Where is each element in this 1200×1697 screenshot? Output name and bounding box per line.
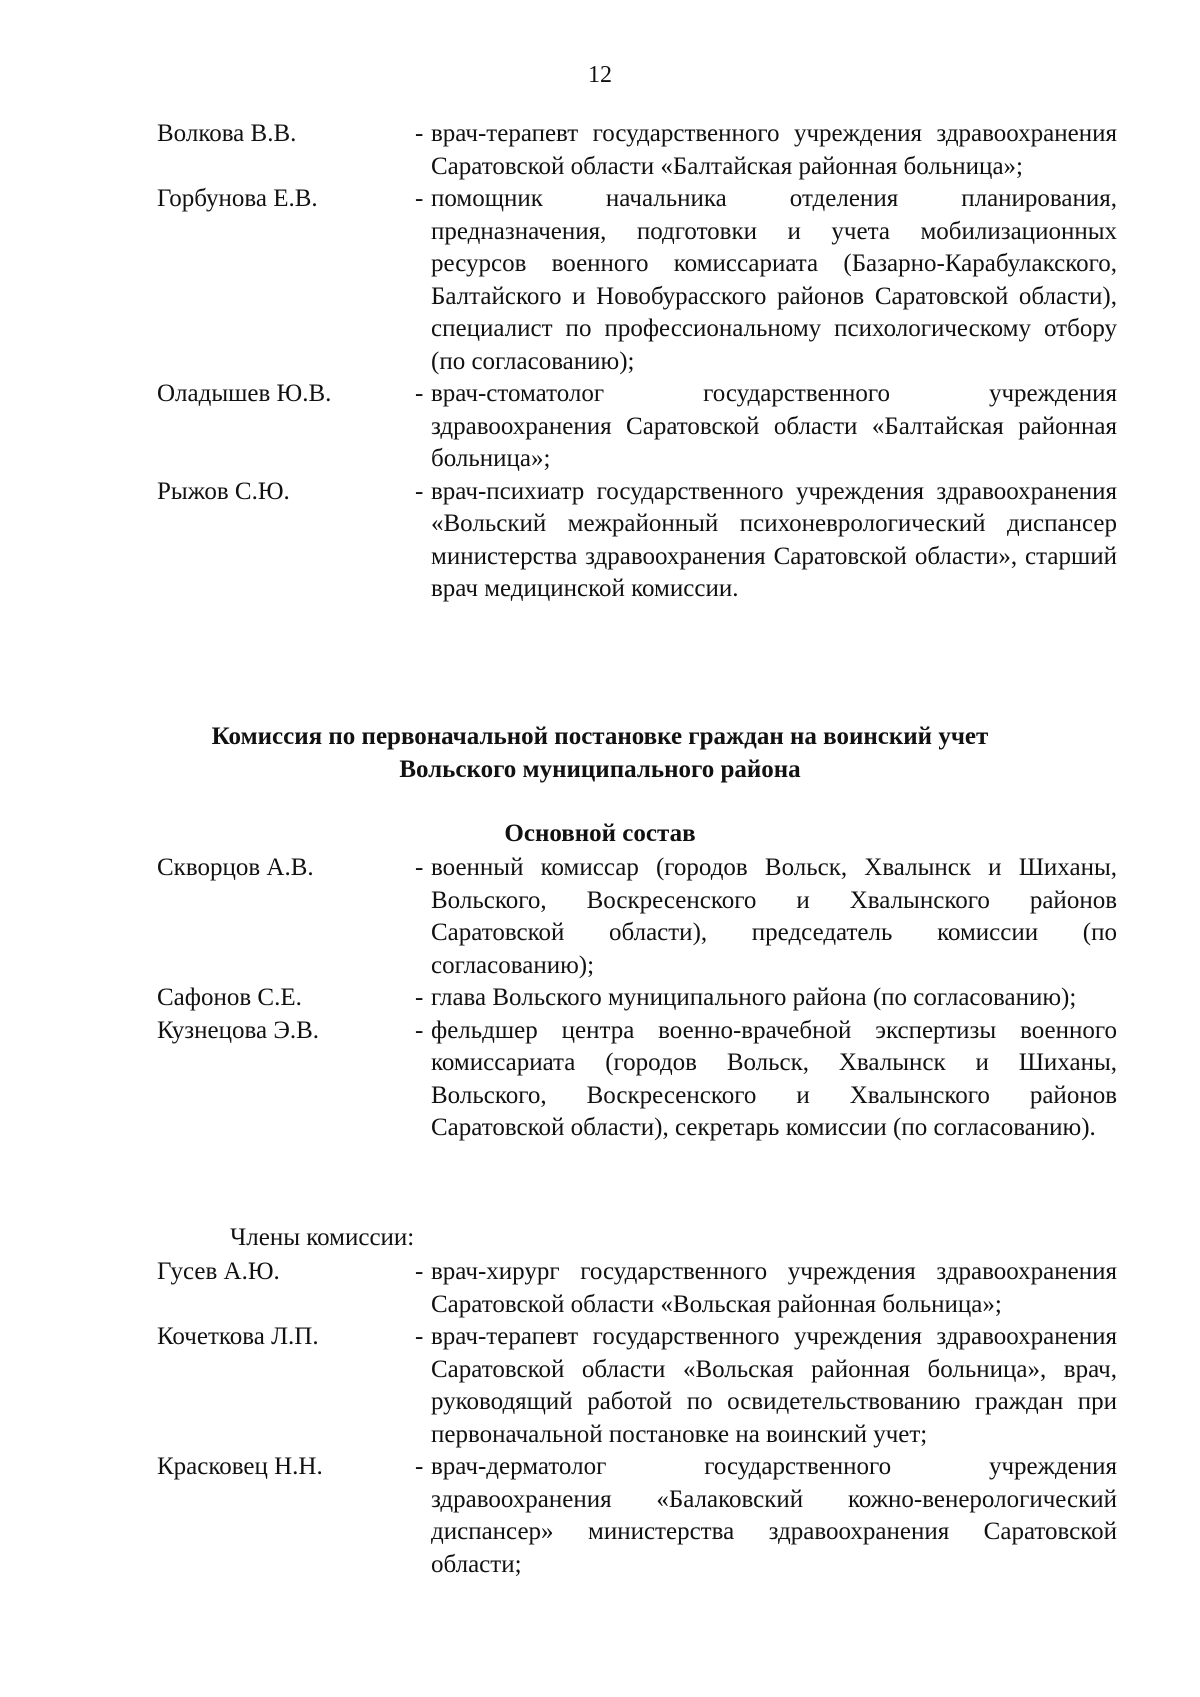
member-entry: [157, 1256, 1117, 1321]
member-entry: [157, 378, 1117, 476]
member-dash: -: [415, 1453, 424, 1480]
member-role: помощник начальника отделения планирования, предназначения, подготовки и учета мобилизационных ресурсов военного комиссариата (Базарно-Карабулакского, Балтайского и Новобурасского районов Саратовской области), специалист по профессиональному психологическому отбору (по согласованию);: [431, 185, 1117, 375]
member-name: Волкова В.В.: [157, 120, 297, 147]
member-role: фельдшер центра военно-врачебной экспертизы военного комиссариата (городов Вольск, Хвалынск и Шиханы, Вольского, Воскресенского и Хвалынского районов Саратовской области), секретарь комиссии (по согласованию).: [431, 1016, 1117, 1141]
member-dash: -: [415, 185, 424, 212]
members-label: Члены комиссии:: [230, 1224, 415, 1251]
member-name: Сафонов С.Е.: [157, 984, 302, 1011]
member-name: Кочеткова Л.П.: [157, 1323, 319, 1350]
member-role: врач-стоматолог государственного учреждения здравоохранения Саратовской области «Балтайская районная больница»;: [431, 380, 1117, 472]
page-number: 12: [588, 62, 612, 88]
member-entry: [157, 852, 1117, 982]
member-name: Рыжов С.Ю.: [157, 477, 290, 505]
main-composition-title: Основной состав: [504, 820, 696, 847]
member-entry: [157, 118, 1117, 183]
member-role: военный комиссар (городов Вольск, Хвалынск и Шиханы, Вольского, Воскресенского и Хвалынского районов Саратовской области), председатель комиссии (по согласованию);: [431, 854, 1117, 979]
commission-title-line-1: Комиссия по первоначальной постановке граждан на воинский учет: [211, 723, 989, 750]
member-name: Красковец Н.Н.: [157, 1453, 323, 1480]
member-dash: -: [415, 854, 424, 881]
member-name: Оладышев Ю.В.: [157, 380, 332, 407]
commission-members-block-1: [157, 118, 1117, 606]
member-dash: -: [415, 380, 424, 407]
member-role: врач-дерматолог государственного учреждения здравоохранения «Балаковский кожно-венерологический диспансер» министерства здравоохранения Саратовской области;: [431, 1453, 1117, 1578]
commission-members-block-3: [157, 1256, 1117, 1581]
member-entry: [157, 1015, 1117, 1145]
member-entry: [157, 1321, 1117, 1451]
member-dash: -: [415, 477, 424, 505]
commission-members-block-2: [157, 852, 1117, 1145]
member-name: Горбунова Е.В.: [157, 185, 318, 212]
member-dash: -: [415, 1323, 424, 1350]
member-entry: [157, 183, 1117, 378]
member-role: врач-терапевт государственного учреждения здравоохранения Саратовской области «Вольская районная больница», врач, руководящий работой по освидетельствованию граждан при первоначальной постановке на воинский учет;: [431, 1323, 1117, 1448]
commission-title-line-2: Вольского муниципального района: [399, 756, 801, 783]
member-dash: -: [415, 1258, 424, 1285]
member-entry: [157, 982, 1117, 1015]
member-entry: [157, 476, 1117, 606]
member-role: врач-терапевт государственного учреждения здравоохранения Саратовской области «Балтайская районная больница»;: [431, 120, 1117, 180]
member-role: глава Вольского муниципального района (по согласованию);: [431, 984, 1077, 1011]
member-role: врач-хирург государственного учреждения здравоохранения Саратовской области «Вольская районная больница»;: [431, 1258, 1117, 1318]
member-entry: [157, 1451, 1117, 1581]
member-dash: -: [415, 1016, 424, 1044]
member-dash: -: [415, 120, 424, 147]
member-name: Скворцов А.В.: [157, 854, 314, 881]
member-name: Гусев А.Ю.: [157, 1258, 280, 1285]
member-name: Кузнецова Э.В.: [157, 1016, 320, 1044]
member-dash: -: [415, 984, 424, 1011]
member-role: врач-психиатр государственного учреждения здравоохранения «Вольский межрайонный психоневрологический диспансер министерства здравоохранения Саратовской области», старший врач медицинской комиссии.: [431, 477, 1117, 602]
